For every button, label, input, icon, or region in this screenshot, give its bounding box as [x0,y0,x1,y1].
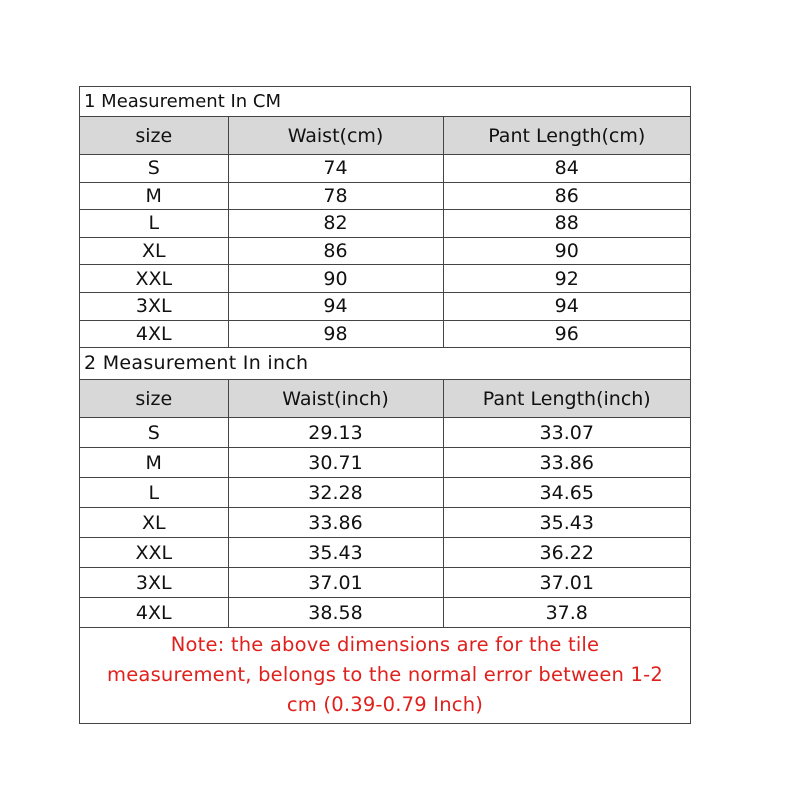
size-cell: S [80,155,228,183]
pant-length-cell: 34.65 [443,478,690,508]
size-cell: 3XL [80,292,228,320]
waist-cell: 35.43 [228,538,443,568]
table-row [80,478,690,508]
waist-cell: 38.58 [228,598,443,628]
size-cell: XL [80,237,228,265]
size-cell: XXL [80,538,228,568]
waist-cell: 29.13 [228,418,443,448]
waist-cell: 94 [228,292,443,320]
size-cell: XXL [80,265,228,293]
pant-length-cell: 33.86 [443,448,690,478]
table-row [80,265,690,293]
pant-length-cell: 33.07 [443,418,690,448]
pant-length-cell: 90 [443,237,690,265]
table-row [80,568,690,598]
table-inch [80,380,690,628]
waist-cell: 78 [228,182,443,210]
table-header-row [80,117,690,155]
table-row [80,418,690,448]
section-title-inch: 2 Measurement In inch [80,348,690,380]
size-cell: L [80,478,228,508]
size-cell: 4XL [80,320,228,348]
table-row [80,320,690,348]
table-row [80,155,690,183]
table-header-row [80,380,690,418]
table-row [80,237,690,265]
note-line-3: cm (0.39-0.79 Inch) [286,693,484,717]
table-row [80,448,690,478]
table-row [80,508,690,538]
note-line-2: measurement, belongs to the normal error between 1-2 [107,663,663,687]
waist-cell: 33.86 [228,508,443,538]
size-cell: XL [80,508,228,538]
measurement-note [80,628,690,723]
table-cm [80,117,690,348]
waist-cell: 74 [228,155,443,183]
pant-length-cell: 96 [443,320,690,348]
size-cell: M [80,182,228,210]
pant-length-cell: 86 [443,182,690,210]
column-header-waist: Waist(inch) [228,380,443,418]
table-row [80,210,690,238]
waist-cell: 37.01 [228,568,443,598]
table-row [80,182,690,210]
pant-length-cell: 92 [443,265,690,293]
table-row [80,292,690,320]
column-header-size: size [80,380,228,418]
waist-cell: 82 [228,210,443,238]
column-header-pant-length: Pant Length(inch) [443,380,690,418]
column-header-pant-length: Pant Length(cm) [443,117,690,155]
pant-length-cell: 36.22 [443,538,690,568]
note-line-1: Note: the above dimensions are for the tile [170,633,600,657]
size-cell: 4XL [80,598,228,628]
pant-length-cell: 35.43 [443,508,690,538]
pant-length-cell: 84 [443,155,690,183]
size-cell: M [80,448,228,478]
section-title-cm: 1 Measurement In CM [80,87,690,117]
size-chart [79,86,691,724]
pant-length-cell: 88 [443,210,690,238]
column-header-size: size [80,117,228,155]
pant-length-cell: 37.8 [443,598,690,628]
column-header-waist: Waist(cm) [228,117,443,155]
pant-length-cell: 37.01 [443,568,690,598]
waist-cell: 98 [228,320,443,348]
waist-cell: 30.71 [228,448,443,478]
waist-cell: 32.28 [228,478,443,508]
table-row [80,538,690,568]
size-cell: S [80,418,228,448]
table-row [80,598,690,628]
waist-cell: 86 [228,237,443,265]
size-cell: 3XL [80,568,228,598]
pant-length-cell: 94 [443,292,690,320]
waist-cell: 90 [228,265,443,293]
size-cell: L [80,210,228,238]
